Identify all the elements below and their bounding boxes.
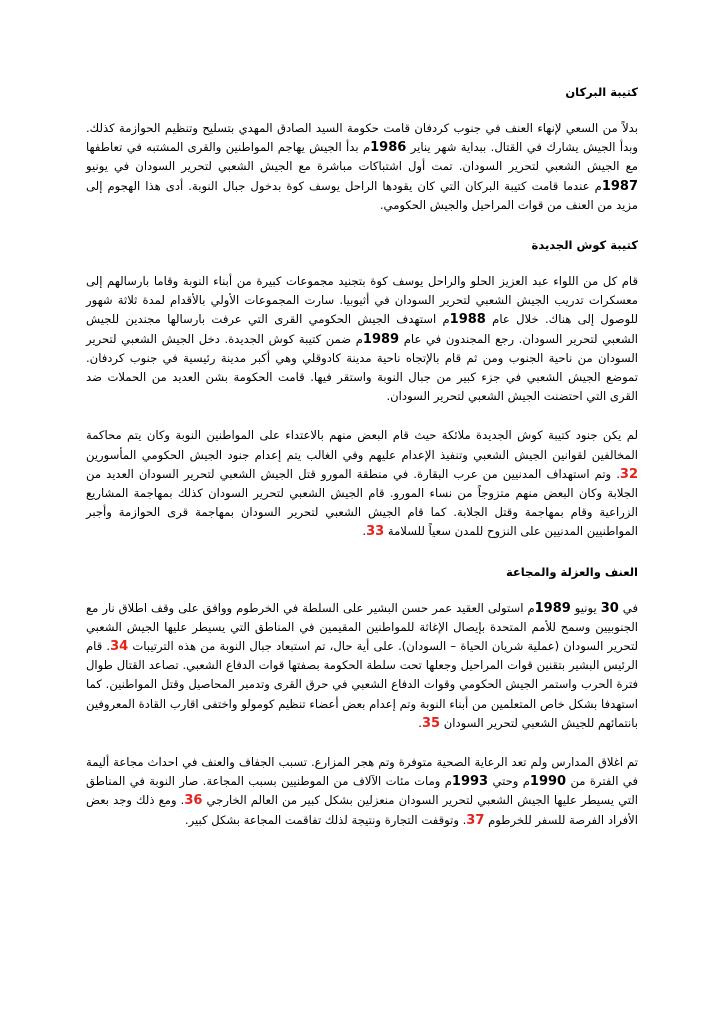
number-text: 1987 [601, 178, 638, 194]
text-run: م ومات مئات الآلاف من الموطنيين بسبب المجاعة. صار النوبة في المناطق التي يسيطر عليها الجيش الشعبي لتحرير السودان منعزلين بشكل كبير من العالم الخارجي [86, 774, 639, 808]
text-run: . وتم استهداف المدنيين من عرب البقارة. في منطقة المورو قتل الجيش الشعبي لتحرير السودان العديد من الجلابة وكان البعض منهم متزوجاً من نساء المورو. قام الجيش الشعبي لتحرير السودان كذلك بمهاجمة المشاريع الزراعية وقام بمهاجمة وقتل الجلابة. كما قام الجيش الشعبي لتحرير السودان بمهاجمة قرى الحوازمة وأجبر المواطنيين المدنيين على النزوح للمدن سعياً للسلامة [86, 466, 638, 539]
text-run: تم اغلاق المدارس ولم تعد الرعاية الصحية متوفرة وتم هجر المزارع. تسبب الجفاف والعنف في احداث مجاعة أليمة في الفترة من [86, 755, 638, 789]
number-text: 1986 [370, 140, 407, 156]
footnote-reference: 32 [619, 466, 638, 482]
section-heading-burkan: كتيبة البركان [565, 85, 638, 99]
number-text: 30 [600, 600, 619, 616]
text-run: . وتوقفت التجارة ونتيجة لذلك تفاقمت المجاعة بشكل كبير. [184, 812, 467, 827]
number-text: 1988 [449, 312, 486, 328]
footnote-reference: 35 [421, 715, 441, 731]
paragraph-burkan-1 [86, 119, 638, 215]
text-run: م ضمن كتيبة كوش الجديدة. دخل الجيش الشعبي لتحرير السودان من ناحية الجنوب ومن ثم قام بالإتجاه ناحية مدينة كادوقلي وهي أكبر مدينة رئيسية في جنوب كردفان. تموضع الجيش الشعبي في جزء كبير من جبال النوبة واستقر فيها. قامت الحكومة بشن العديد من الحملات ضد القرى التي احتضنت الجيش الشعبي لتحرير السودان. [86, 331, 638, 404]
number-text: 1993 [451, 774, 489, 790]
paragraph-new-kush-2 [86, 426, 638, 541]
section-heading-violence-isolation-famine: العنف والعزلة والمجاعة [505, 564, 638, 579]
document-page [86, 84, 638, 830]
number-text: 1989 [362, 331, 400, 347]
text-run: قام كل من اللواء عبد العزيز الحلو والراحل يوسف كوة بتجنيد مجموعات كبيرة من أبناء النوبة وقاما بارسالهم إلى معسكرات تدريب الجيش الشعبي لتحرير السودان في أثيوبيا. سارت المجموعات الأولي بالأقدام لمدة ثلاثة شهور للوصول إلى هناك. خلال عام [86, 274, 639, 327]
text-run: م استولى العقيد عمر حسن البشير على السلطة في الخرطوم ووافق على وقف اطلاق نار مع الجنوبيين وسمح للأمم المتحدة بإيصال الإغاثة للمواطنين المقيمين في المناطق التي يسيطر عليها الجيش الشعبي لتحرير السودان (عملية شريان الحياة – السودان). على أية حال، تم استبعاد جبال النوبة من هذه الترتيبات [86, 600, 638, 654]
text-run: . [418, 715, 422, 730]
section-heading-new-kush: كتيبة كوش الجديدة [531, 238, 638, 253]
text-run: بدلاً من السعي لإنهاء العنف في جنوب كردفان قامت حكومة السيد الصادق المهدي بتسليح وتنظيم الحوازمة كذلك. وبدأ الجيش يشارك في القتال. ببداية شهر يناير [86, 121, 638, 155]
footnote-reference: 37 [466, 812, 485, 828]
paragraph-violence-2 [86, 753, 638, 830]
number-text: 1990 [529, 774, 567, 790]
text-run: م عندما قامت كتيبة البركان التي كان يقودها الراحل يوسف كوة بدخول جبال النوبة. أدى هذا الهجوم إلى مزيد من العنف من قوات المراحيل والجيش الحكومي. [86, 178, 638, 212]
footnote-reference: 33 [366, 524, 385, 540]
text-run: . [362, 524, 367, 539]
text-run: . ومع ذلك وجد بعض الأفراد الفرصة للسفر للخرطوم [86, 793, 638, 827]
text-run: في [618, 600, 638, 615]
paragraph-new-kush-1 [86, 272, 638, 406]
text-run: لم يكن جنود كتيبة كوش الجديدة ملائكة حيث قام البعض منهم بالاعتداء على المواطنين النوبة وكان يتم محاكمة المخالفين لقوانين الجيش الشعبي وتنفيذ الإعدام عليهم وفي الغالب يتم إعدام جنود الجيش الحكومي المأسورين [86, 428, 638, 462]
text-run: م وحتي [488, 774, 530, 789]
number-text: 1989 [534, 600, 571, 616]
text-run: يونيو [570, 600, 601, 615]
text-run: . قام الرئيس البشير بتقنين قوات المراحيل وجعلها تحت سلطة الحكومة بصفتها قوات الدفاع الشعبي. تصاعد القتال طوال فترة الحرب واستمر الجيش الحكومي وقوات الدفاع الشعبي في حرق القرى وتدمير المحاصيل وقتل المواطنين. كما استهدفا بشكل خاص المتعلمين من أبناء النوبة وتم إعدام بعض أعضاء تنظيم كومولو واختفى اقارب القادة المعروفين بانتمائهم للجيش الشعبي لتحرير السودان [86, 639, 638, 730]
text-run: م بدأ الجيش يهاجم المواطنين والقرى المشتبه في تعاطفها مع الجيش الشعبي لتحرير السودان. تمت أول اشتباكات مباشرة مع الجيش الشعبي لتحرير السودان في يونيو [86, 140, 638, 174]
paragraph-violence-1 [86, 599, 638, 733]
text-run: م استهدف الجيش الحكومي القرى التي عرفت بارسالها مجندين للجيش الشعبي لتحرير السودان. رجع المجندون في عام [86, 312, 638, 346]
footnote-reference: 34 [110, 639, 129, 655]
footnote-reference: 36 [184, 793, 203, 809]
